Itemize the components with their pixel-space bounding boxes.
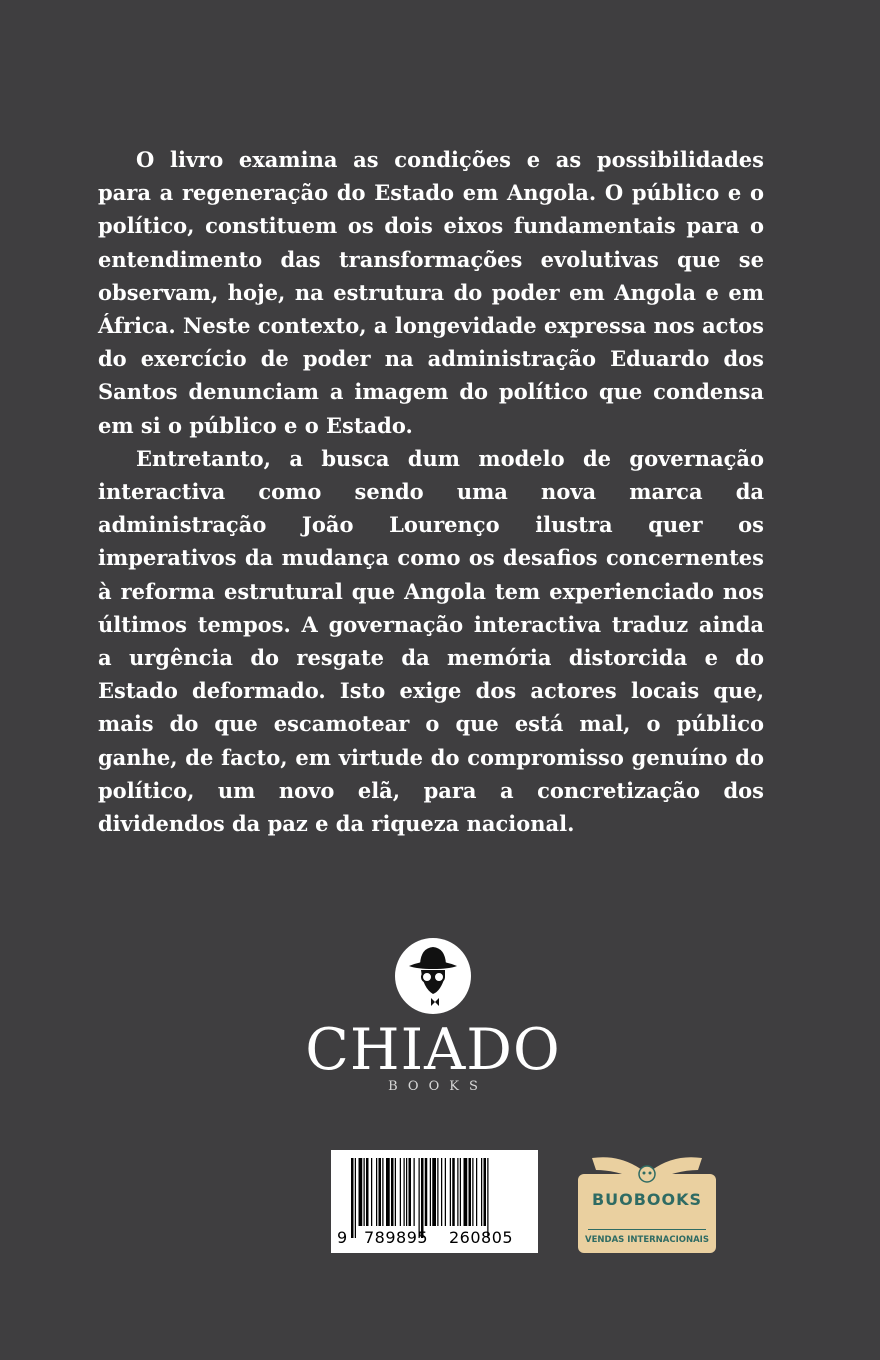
barcode-bar (484, 1158, 487, 1226)
barcode-bar (391, 1158, 394, 1226)
barcode-bar (404, 1158, 405, 1226)
publisher-subtitle: BOOKS (388, 1079, 488, 1094)
barcode-bar (450, 1158, 451, 1226)
barcode-bar (481, 1158, 482, 1226)
barcode-bar (364, 1158, 365, 1226)
barcode-bar (421, 1158, 424, 1238)
barcode-bar (432, 1158, 436, 1226)
barcode-bar (430, 1158, 431, 1226)
blurb-paragraph-1: O livro examina as condições e as possibilidades para a regeneração do Estado em Angola. O público e o político, constituem os dois eixos fundamentais para o entendimento das transformações evolutivas que se observam, hoje, na estrutura do poder em Angola e em África. Neste contexto, a longevidade expressa nos actos do exercício de poder na administração Eduardo dos Santos denunciam a imagem do político que condensa em si o público e o Estado. (98, 147, 764, 438)
barcode-bar (419, 1158, 420, 1238)
barcode-bar (425, 1158, 428, 1226)
barcode-bar (409, 1158, 412, 1226)
barcode-left-group: 789895 (364, 1228, 429, 1247)
barcode-bar (395, 1158, 396, 1226)
blurb-paragraph-2: Entretanto, a busca dum modelo de governação interactiva como sendo uma nova marca da administração João Lourenço ilustra quer os imperativos da mudança como os desafios concernentes à reforma estrutural que Angola tem experienciado nos últimos tempos. A governação interactiva traduz ainda a urgência do resgate da memória distorcida e do Estado deformado. Isto exige dos actores locais que, mais do que escamotear o que está mal, o público ganhe, de facto, em virtude do compromisso genuíno do político, um novo elã, para a concretização dos dividendos da paz e da riqueza nacional. (98, 445, 764, 837)
barcode-bar (351, 1158, 354, 1238)
barcode-bar (469, 1158, 472, 1226)
owl-wings-icon (592, 1152, 702, 1186)
badge-tagline: VENDAS INTERNACIONAIS (585, 1235, 709, 1245)
barcode-bar (460, 1158, 461, 1226)
barcode-bar (355, 1158, 356, 1238)
barcode-bar (487, 1158, 488, 1238)
barcode-bar (452, 1158, 455, 1226)
barcode-bar (457, 1158, 458, 1226)
barcode-right-group: 260805 (449, 1228, 514, 1247)
barcode-bar (359, 1158, 363, 1226)
barcode-bar (379, 1158, 382, 1226)
publisher-logo (300, 936, 566, 1106)
barcode-bar (386, 1158, 390, 1226)
barcode-bar (476, 1158, 477, 1226)
barcode-bar (382, 1158, 383, 1226)
badge-name: BUOBOOKS (591, 1190, 703, 1209)
barcode-bar (472, 1158, 473, 1226)
barcode-bar (406, 1158, 407, 1226)
isbn-barcode (331, 1150, 538, 1253)
barcode-bar (366, 1158, 369, 1226)
publisher-name: CHIADO (305, 1017, 561, 1083)
barcode-bar (400, 1158, 401, 1226)
back-cover-blurb (98, 143, 764, 840)
barcode-bar (437, 1158, 438, 1226)
barcode-bar (414, 1158, 415, 1226)
buobooks-badge (578, 1152, 716, 1253)
barcode-first-digit: 9 (337, 1228, 348, 1247)
barcode-bar (441, 1158, 442, 1226)
barcode-bar (464, 1158, 468, 1226)
fedora-man-icon (393, 936, 473, 1016)
barcode-bar (371, 1158, 372, 1226)
barcode-bar (376, 1158, 377, 1226)
badge-divider (588, 1229, 706, 1230)
barcode-bar (445, 1158, 446, 1226)
